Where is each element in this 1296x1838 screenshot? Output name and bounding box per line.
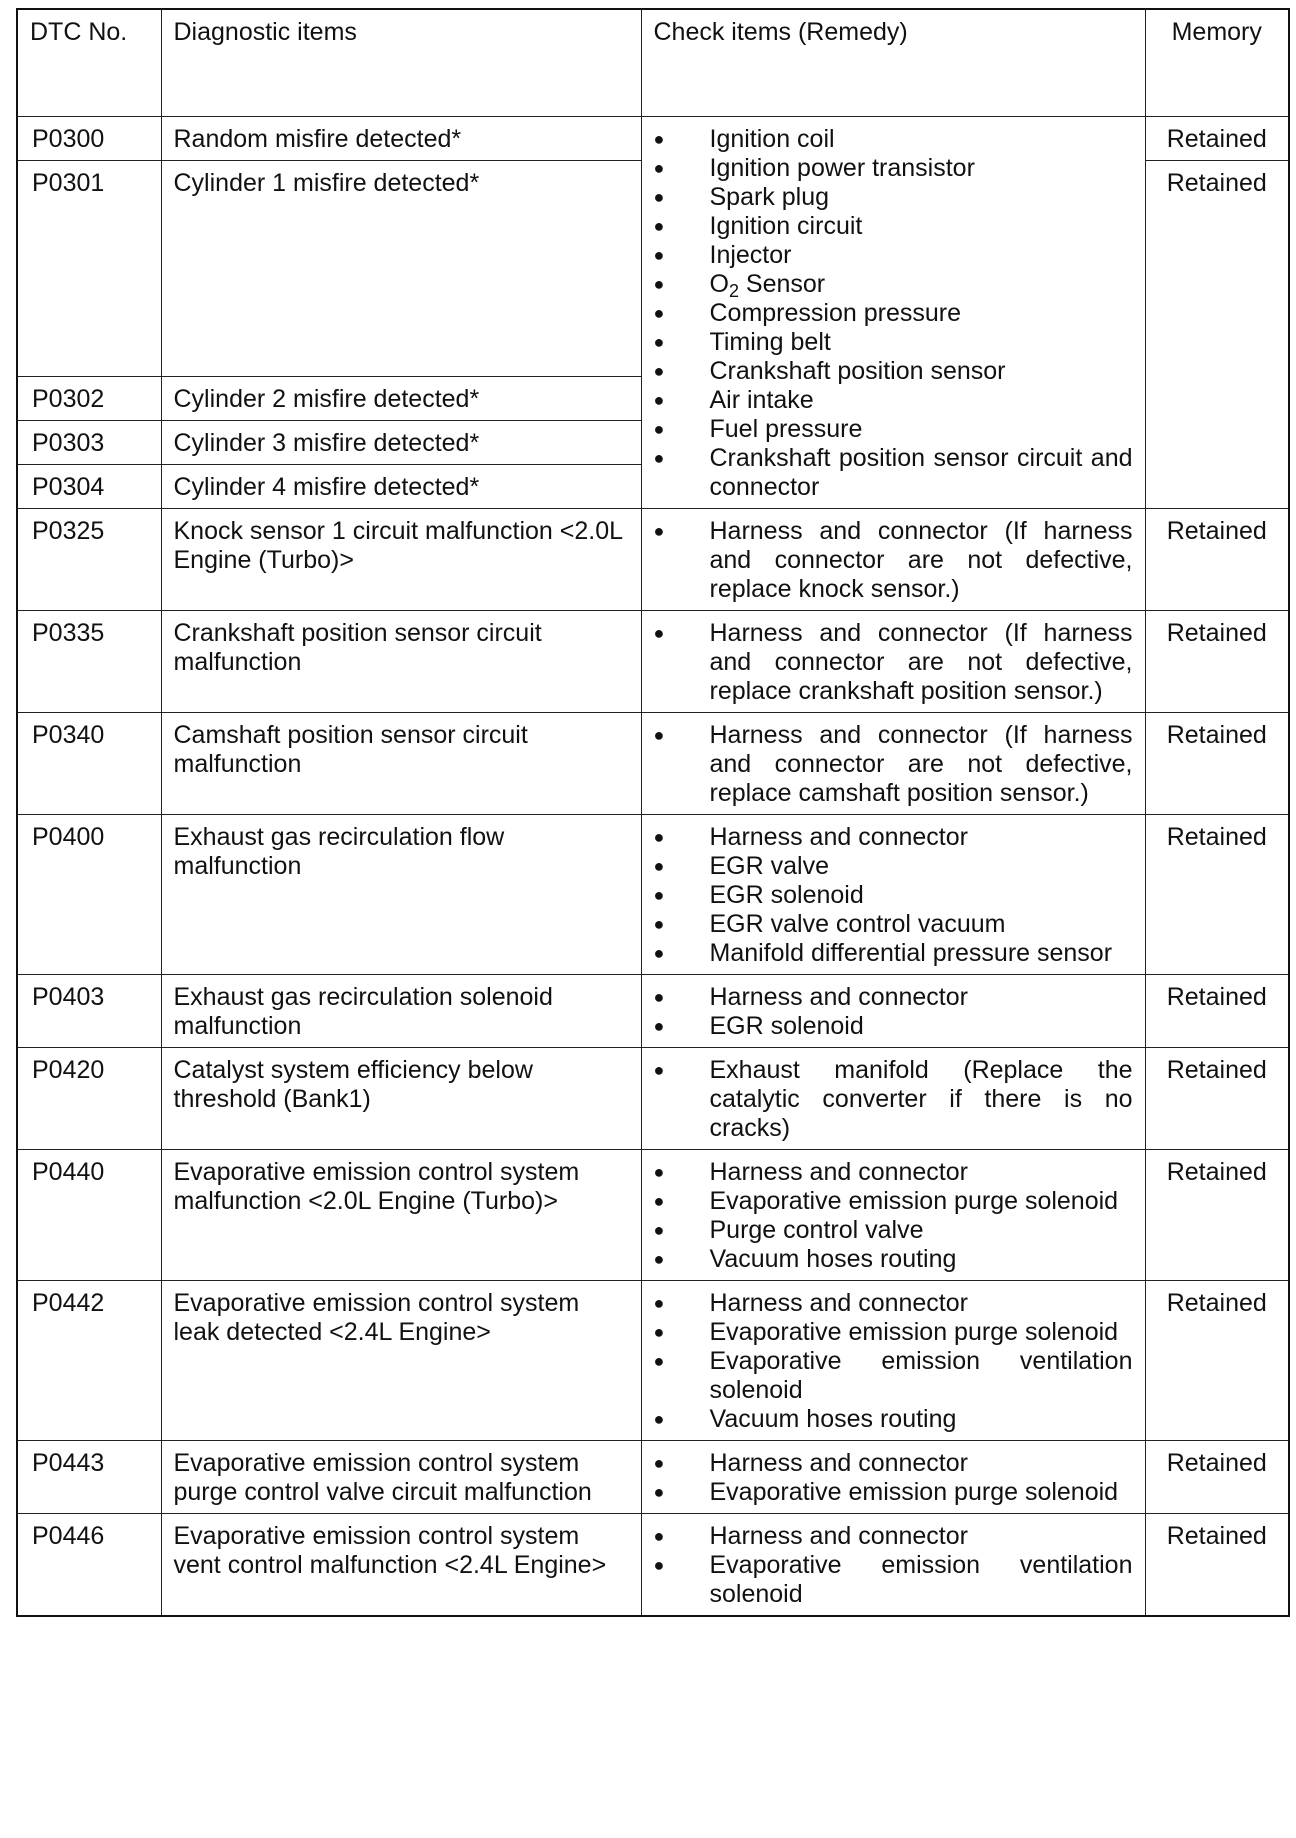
dtc-code: P0304 bbox=[17, 465, 161, 509]
header-diagnostic-items: Diagnostic items bbox=[161, 9, 641, 117]
table-row bbox=[17, 1441, 1289, 1514]
check-item: ● Harness and connector bbox=[654, 823, 1133, 852]
check-item: ● Crankshaft position sensor circuit and connector bbox=[654, 444, 1133, 502]
diagnostic-item: Evaporative emission control system malfunction <2.0L Engine (Turbo)> bbox=[161, 1150, 641, 1281]
diagnostic-item: Knock sensor 1 circuit malfunction <2.0L Engine (Turbo)> bbox=[161, 509, 641, 611]
memory-status: Retained bbox=[1145, 1150, 1289, 1281]
memory-status: Retained bbox=[1145, 509, 1289, 611]
check-items bbox=[641, 1150, 1145, 1281]
dtc-code: P0420 bbox=[17, 1048, 161, 1150]
table-row bbox=[17, 509, 1289, 611]
check-item: ● Harness and connector bbox=[654, 1289, 1133, 1318]
dtc-code: P0446 bbox=[17, 1514, 161, 1617]
check-item: ● Evaporative emission ventilation solenoid bbox=[654, 1551, 1133, 1609]
header-memory: Memory bbox=[1145, 9, 1289, 117]
dtc-code: P0325 bbox=[17, 509, 161, 611]
diagnostic-item: Random misfire detected* bbox=[161, 117, 641, 161]
check-item: ● Harness and connector (If harness and connector are not defective, replace crankshaft position sensor.) bbox=[654, 619, 1133, 706]
check-item: ● Air intake bbox=[654, 386, 1133, 415]
diagnostic-item: Catalyst system efficiency below threshold (Bank1) bbox=[161, 1048, 641, 1150]
memory-status: Retained bbox=[1145, 1441, 1289, 1514]
diagnostic-item: Cylinder 3 misfire detected* bbox=[161, 421, 641, 465]
table-row bbox=[17, 1048, 1289, 1150]
check-item: ● Exhaust manifold (Replace the catalytic converter if there is no cracks) bbox=[654, 1056, 1133, 1143]
check-item: ● Compression pressure bbox=[654, 299, 1133, 328]
check-items bbox=[641, 1048, 1145, 1150]
check-item: ● Ignition power transistor bbox=[654, 154, 1133, 183]
header-check-items: Check items (Remedy) bbox=[641, 9, 1145, 117]
dtc-code: P0302 bbox=[17, 377, 161, 421]
table-row bbox=[17, 117, 1289, 161]
check-item: ● EGR solenoid bbox=[654, 1012, 1133, 1041]
memory-status: Retained bbox=[1145, 611, 1289, 713]
check-item: ● Evaporative emission ventilation solenoid bbox=[654, 1347, 1133, 1405]
table-row bbox=[17, 1514, 1289, 1617]
diagnostic-item: Evaporative emission control system purge control valve circuit malfunction bbox=[161, 1441, 641, 1514]
table-row bbox=[17, 975, 1289, 1048]
table-row bbox=[17, 1281, 1289, 1441]
check-items bbox=[641, 1281, 1145, 1441]
check-item: ● Purge control valve bbox=[654, 1216, 1133, 1245]
check-items bbox=[641, 1441, 1145, 1514]
check-item: ● Crankshaft position sensor bbox=[654, 357, 1133, 386]
header-row bbox=[17, 9, 1289, 117]
diagnostic-item: Cylinder 2 misfire detected* bbox=[161, 377, 641, 421]
dtc-code: P0340 bbox=[17, 713, 161, 815]
memory-status: Retained bbox=[1145, 161, 1289, 509]
diagnostic-item: Exhaust gas recirculation solenoid malfunction bbox=[161, 975, 641, 1048]
dtc-code: P0400 bbox=[17, 815, 161, 975]
check-item: ● Vacuum hoses routing bbox=[654, 1245, 1133, 1274]
check-items bbox=[641, 117, 1145, 509]
dtc-code: P0442 bbox=[17, 1281, 161, 1441]
check-item: ● Injector bbox=[654, 241, 1133, 270]
check-items bbox=[641, 713, 1145, 815]
check-item: ● Ignition circuit bbox=[654, 212, 1133, 241]
dtc-table bbox=[16, 8, 1290, 1617]
dtc-code: P0303 bbox=[17, 421, 161, 465]
memory-status: Retained bbox=[1145, 1514, 1289, 1617]
diagnostic-item: Camshaft position sensor circuit malfunction bbox=[161, 713, 641, 815]
table-row bbox=[17, 713, 1289, 815]
diagnostic-item: Evaporative emission control system leak detected <2.4L Engine> bbox=[161, 1281, 641, 1441]
header-dtc: DTC No. bbox=[17, 9, 161, 117]
table-row bbox=[17, 611, 1289, 713]
check-item: ● Harness and connector bbox=[654, 1449, 1133, 1478]
check-item: ● Timing belt bbox=[654, 328, 1133, 357]
check-item: ● EGR valve bbox=[654, 852, 1133, 881]
check-items bbox=[641, 975, 1145, 1048]
diagnostic-item: Cylinder 1 misfire detected* bbox=[161, 161, 641, 377]
check-item: ● Evaporative emission purge solenoid bbox=[654, 1318, 1133, 1347]
check-item: ● Vacuum hoses routing bbox=[654, 1405, 1133, 1434]
check-item: ● $O_2$ Sensor bbox=[654, 270, 1133, 299]
check-item: ● Evaporative emission purge solenoid bbox=[654, 1187, 1133, 1216]
diagnostic-item: Exhaust gas recirculation flow malfunction bbox=[161, 815, 641, 975]
memory-status: Retained bbox=[1145, 1048, 1289, 1150]
memory-status: Retained bbox=[1145, 117, 1289, 161]
check-item: ● Harness and connector (If harness and connector are not defective, replace knock sensor.) bbox=[654, 517, 1133, 604]
check-items bbox=[641, 815, 1145, 975]
check-items bbox=[641, 509, 1145, 611]
dtc-code: P0301 bbox=[17, 161, 161, 377]
dtc-code: P0335 bbox=[17, 611, 161, 713]
check-item: ● Evaporative emission purge solenoid bbox=[654, 1478, 1133, 1507]
check-item: ● Spark plug bbox=[654, 183, 1133, 212]
dtc-code: P0443 bbox=[17, 1441, 161, 1514]
diagnostic-item: Evaporative emission control system vent control malfunction <2.4L Engine> bbox=[161, 1514, 641, 1617]
table-row bbox=[17, 815, 1289, 975]
dtc-code: P0440 bbox=[17, 1150, 161, 1281]
table-row bbox=[17, 1150, 1289, 1281]
check-item: ● Harness and connector bbox=[654, 1158, 1133, 1187]
check-item: ● Harness and connector bbox=[654, 1522, 1133, 1551]
dtc-code: P0300 bbox=[17, 117, 161, 161]
diagnostic-item: Crankshaft position sensor circuit malfunction bbox=[161, 611, 641, 713]
check-item: ● Harness and connector (If harness and connector are not defective, replace camshaft position sensor.) bbox=[654, 721, 1133, 808]
check-item: ● Manifold differential pressure sensor bbox=[654, 939, 1133, 968]
diagnostic-item: Cylinder 4 misfire detected* bbox=[161, 465, 641, 509]
memory-status: Retained bbox=[1145, 1281, 1289, 1441]
check-item: ● Ignition coil bbox=[654, 125, 1133, 154]
dtc-code: P0403 bbox=[17, 975, 161, 1048]
check-item: ● EGR solenoid bbox=[654, 881, 1133, 910]
memory-status: Retained bbox=[1145, 815, 1289, 975]
check-item: ● EGR valve control vacuum bbox=[654, 910, 1133, 939]
memory-status: Retained bbox=[1145, 975, 1289, 1048]
check-items bbox=[641, 1514, 1145, 1617]
check-item: ● Harness and connector bbox=[654, 983, 1133, 1012]
check-item: ● Fuel pressure bbox=[654, 415, 1133, 444]
memory-status: Retained bbox=[1145, 713, 1289, 815]
check-items bbox=[641, 611, 1145, 713]
